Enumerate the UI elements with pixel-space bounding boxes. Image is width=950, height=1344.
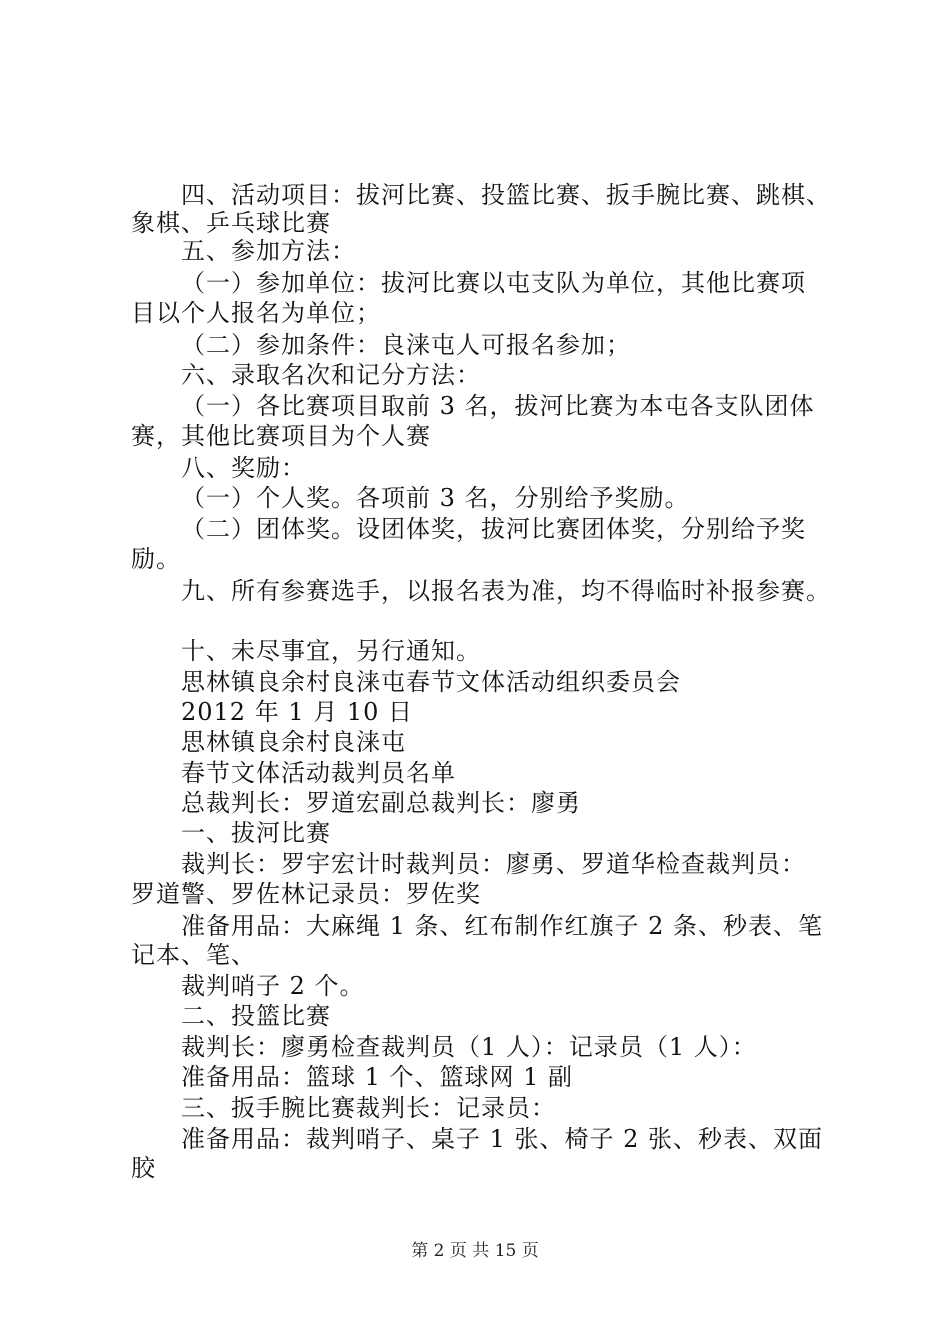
text-line: 裁判长：罗宇宏计时裁判员：廖勇、罗道华检查裁判员：	[181, 850, 806, 878]
text-line: 五、参加方法：	[181, 237, 356, 265]
text-line: （一）参加单位：拔河比赛以屯支队为单位，其他比赛项	[181, 269, 806, 297]
text-line: 胶	[131, 1154, 156, 1182]
text-line: 春节文体活动裁判员名单	[181, 759, 456, 787]
text-line: 象棋、乒乓球比赛	[131, 209, 331, 237]
text-line: 准备用品：大麻绳 1 条、红布制作红旗子 2 条、秒表、笔	[181, 912, 824, 940]
text-line: 裁判哨子 2 个。	[181, 972, 365, 1000]
text-line: 思林镇良余村良涞屯	[181, 728, 406, 756]
text-line: 二、投篮比赛	[181, 1002, 331, 1030]
text-line: 赛，其他比赛项目为个人赛	[131, 422, 431, 450]
text-line: （二）团体奖。设团体奖，拔河比赛团体奖，分别给予奖	[181, 515, 806, 543]
text-line: 准备用品：裁判哨子、桌子 1 张、椅子 2 张、秒表、双面	[181, 1125, 824, 1153]
text-line: 记本、笔、	[131, 941, 256, 969]
text-line: （一）个人奖。各项前 3 名，分别给予奖励。	[181, 484, 690, 512]
text-line: 总裁判长：罗道宏副总裁判长：廖勇	[181, 789, 581, 817]
text-line: 九、所有参赛选手，以报名表为准，均不得临时补报参赛。	[181, 577, 831, 605]
text-line: 2012 年 1 月 10 日	[181, 698, 414, 726]
text-line: 准备用品：篮球 1 个、篮球网 1 副	[181, 1063, 574, 1091]
text-line: 六、录取名次和记分方法：	[181, 361, 481, 389]
text-line: 思林镇良余村良涞屯春节文体活动组织委员会	[181, 668, 681, 696]
text-line: 目以个人报名为单位；	[131, 299, 381, 327]
text-line: 裁判长：廖勇检查裁判员（1 人）：记录员（1 人）：	[181, 1033, 757, 1061]
text-line: 三、扳手腕比赛裁判长：记录员：	[181, 1094, 556, 1122]
text-line: 励。	[131, 545, 181, 573]
text-line: 罗道警、罗佐林记录员：罗佐奖	[131, 880, 481, 908]
page-footer: 第 2 页 共 15 页	[411, 1241, 539, 1261]
text-line: （二）参加条件：良涞屯人可报名参加；	[181, 331, 631, 359]
text-line: （一）各比赛项目取前 3 名，拔河比赛为本屯各支队团体	[181, 392, 815, 420]
text-line: 一、拔河比赛	[181, 819, 331, 847]
text-line: 十、未尽事宜，另行通知。	[181, 637, 481, 665]
text-line: 四、活动项目：拔河比赛、投篮比赛、扳手腕比赛、跳棋、	[181, 181, 831, 209]
text-line: 八、奖励：	[181, 454, 306, 482]
